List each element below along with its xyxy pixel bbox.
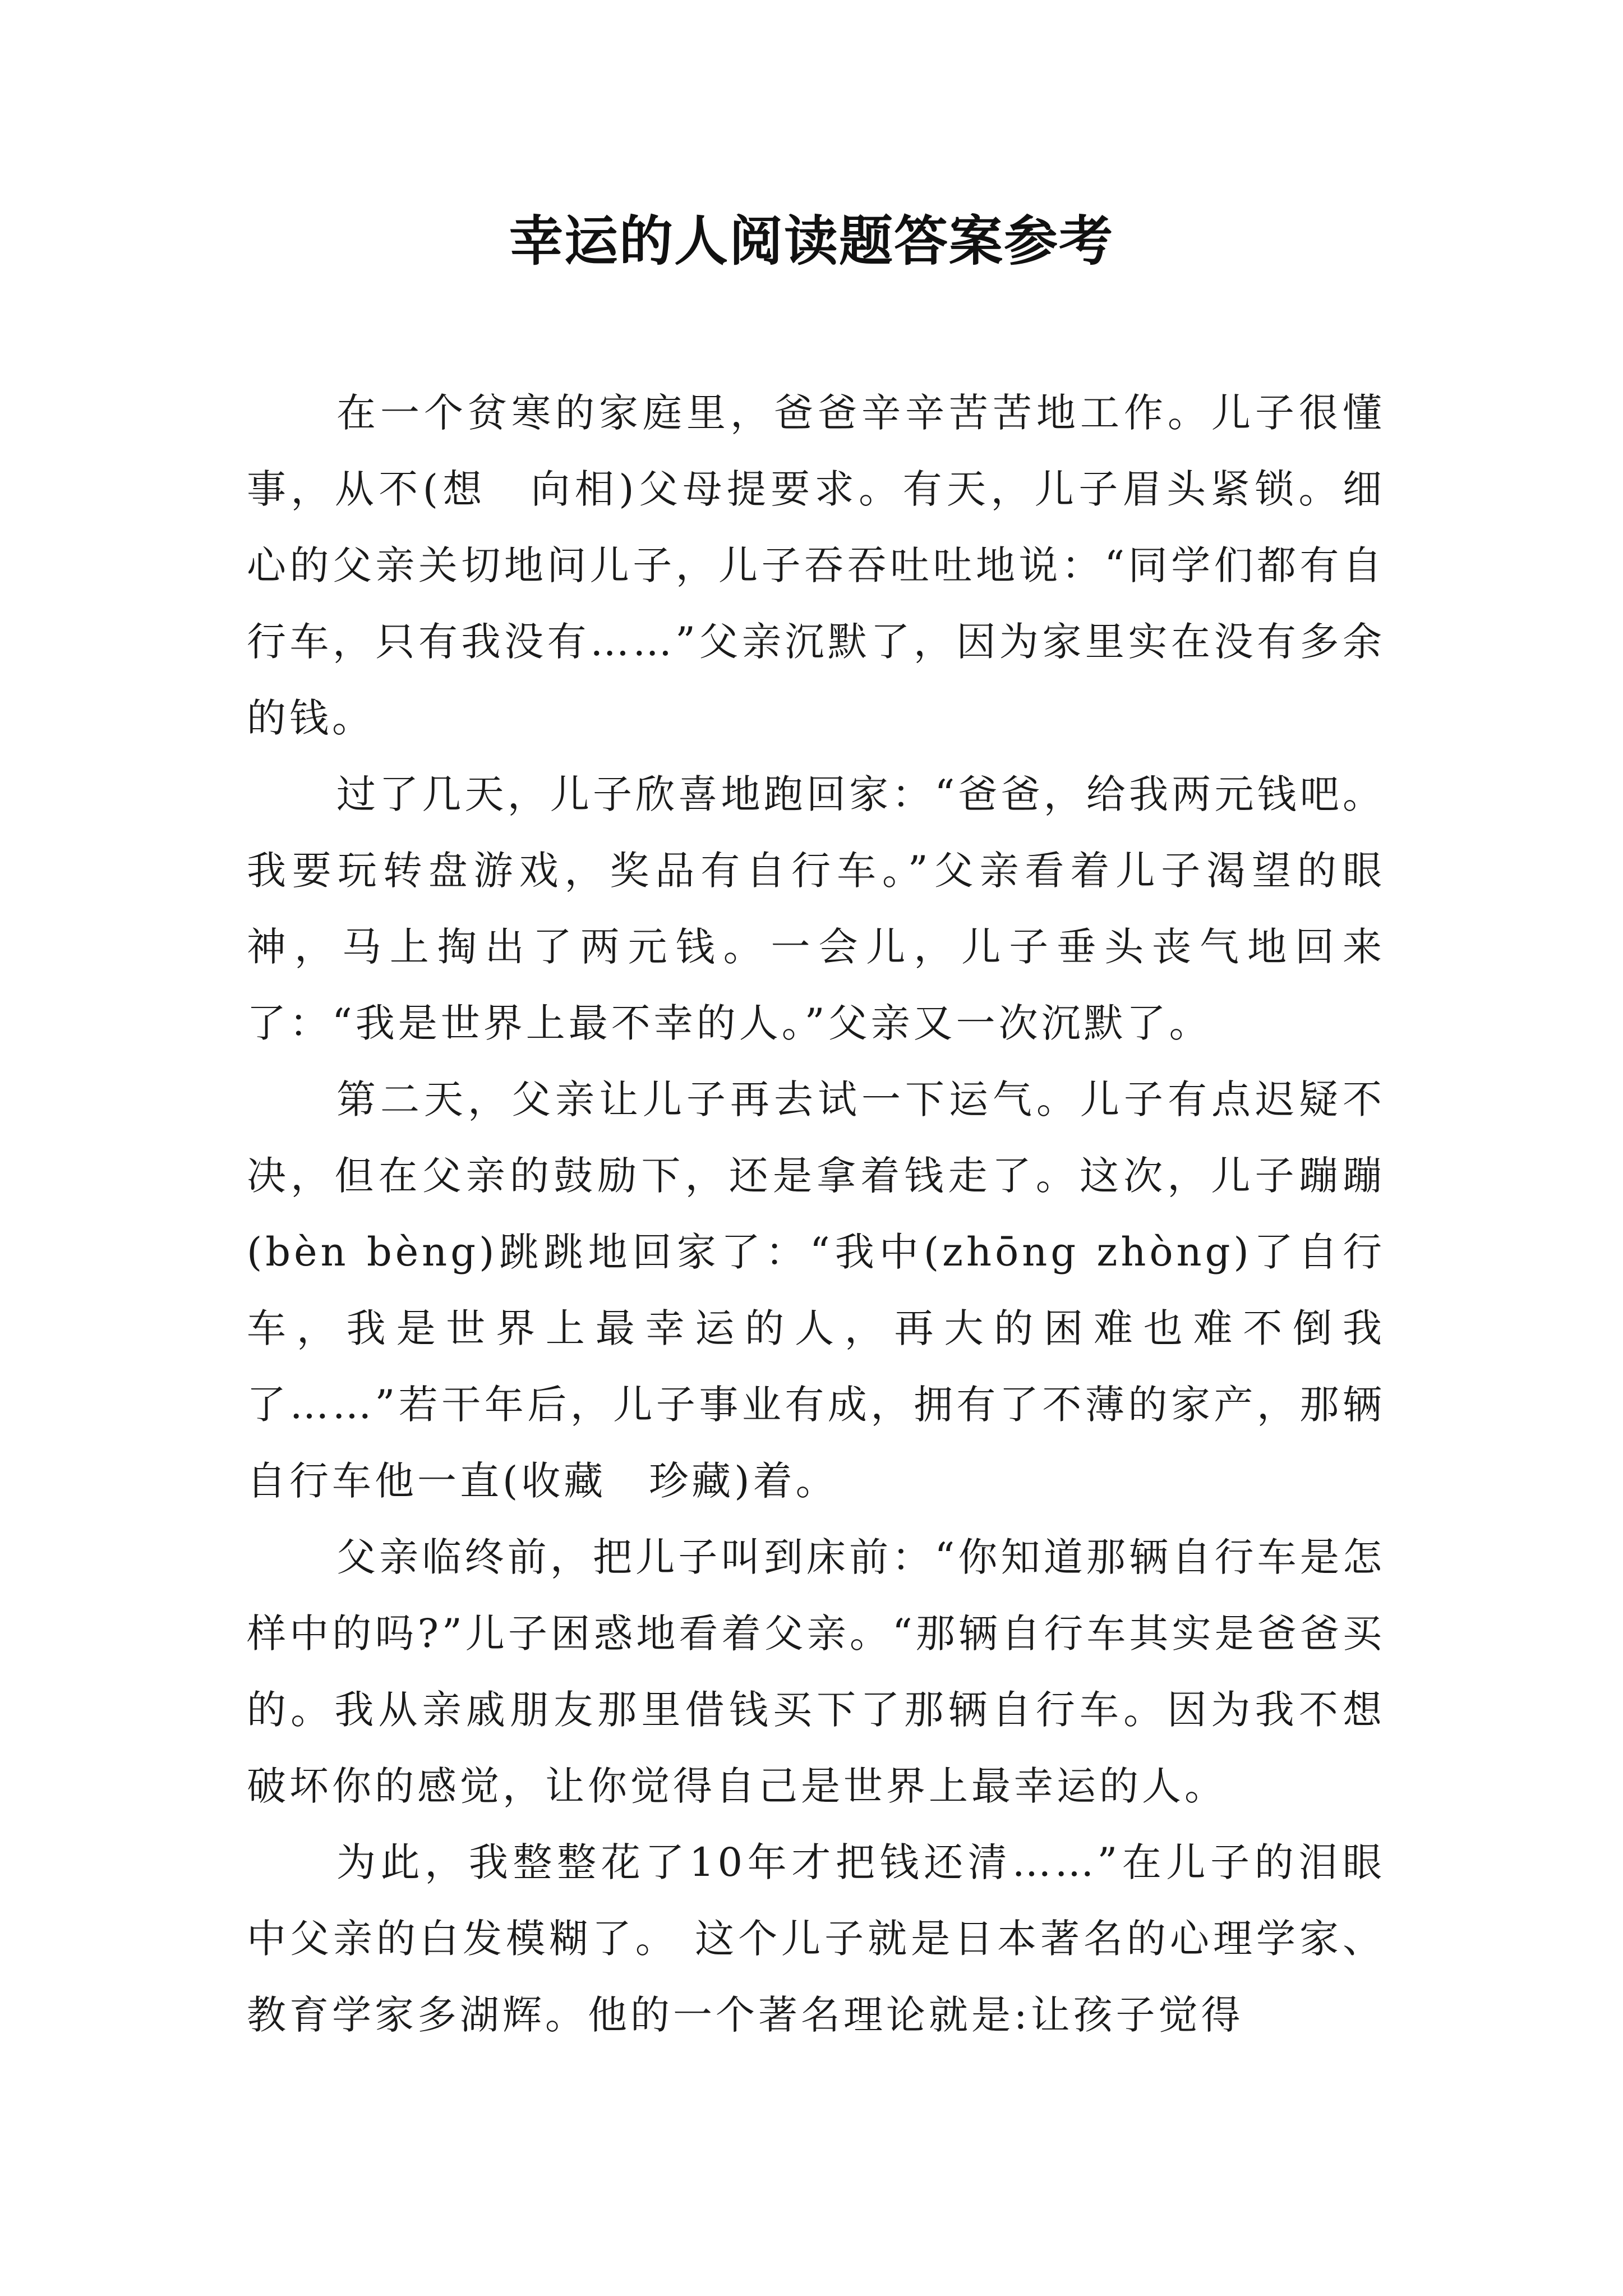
- document-body: [247, 375, 1385, 2053]
- paragraph-1: 在一个贫寒的家庭里，爸爸辛辛苦苦地工作。儿子很懂事，从不(想 向相)父母提要求。有天，儿子眉头紧锁。细心的父亲关切地问儿子，儿子吞吞吐吐地说：“同学们都有自行车，只有我没有……”父亲沉默了，因为家里实在没有多余的钱。: [247, 390, 1385, 741]
- paragraph-3: 第二天，父亲让儿子再去试一下运气。儿子有点迟疑不决，但在父亲的鼓励下，还是拿着钱走了。这次，儿子蹦蹦(bèn bèng)跳跳地回家了：“我中(zhōng zhòng)了自行车，我是世界上最幸运的人，再大的困难也难不倒我了……”若干年后，儿子事业有成，拥有了不薄的家产，那辆自行车他一直(收藏 珍藏)着。: [247, 1076, 1385, 1504]
- paragraph-4: 父亲临终前，把儿子叫到床前：“你知道那辆自行车是怎样中的吗?”儿子困惑地看着父亲。“那辆自行车其实是爸爸买的。我从亲戚朋友那里借钱买下了那辆自行车。因为我不想破坏你的感觉，让你觉得自己是世界上最幸运的人。: [247, 1534, 1385, 1809]
- paragraph-2: 过了几天，儿子欣喜地跑回家：“爸爸，给我两元钱吧。我要玩转盘游戏，奖品有自行车。”父亲看着儿子渴望的眼神，马上掏出了两元钱。一会儿，儿子垂头丧气地回来了：“我是世界上最不幸的人。”父亲又一次沉默了。: [247, 771, 1385, 1046]
- paragraph-5: 为此，我整整花了10年才把钱还清……”在儿子的泪眼中父亲的白发模糊了。 这个儿子就是日本著名的心理学家、教育学家多湖辉。他的一个著名理论就是:让孩子觉得: [247, 1839, 1385, 2038]
- document-title: 幸运的人阅读题答案参考: [509, 209, 1114, 273]
